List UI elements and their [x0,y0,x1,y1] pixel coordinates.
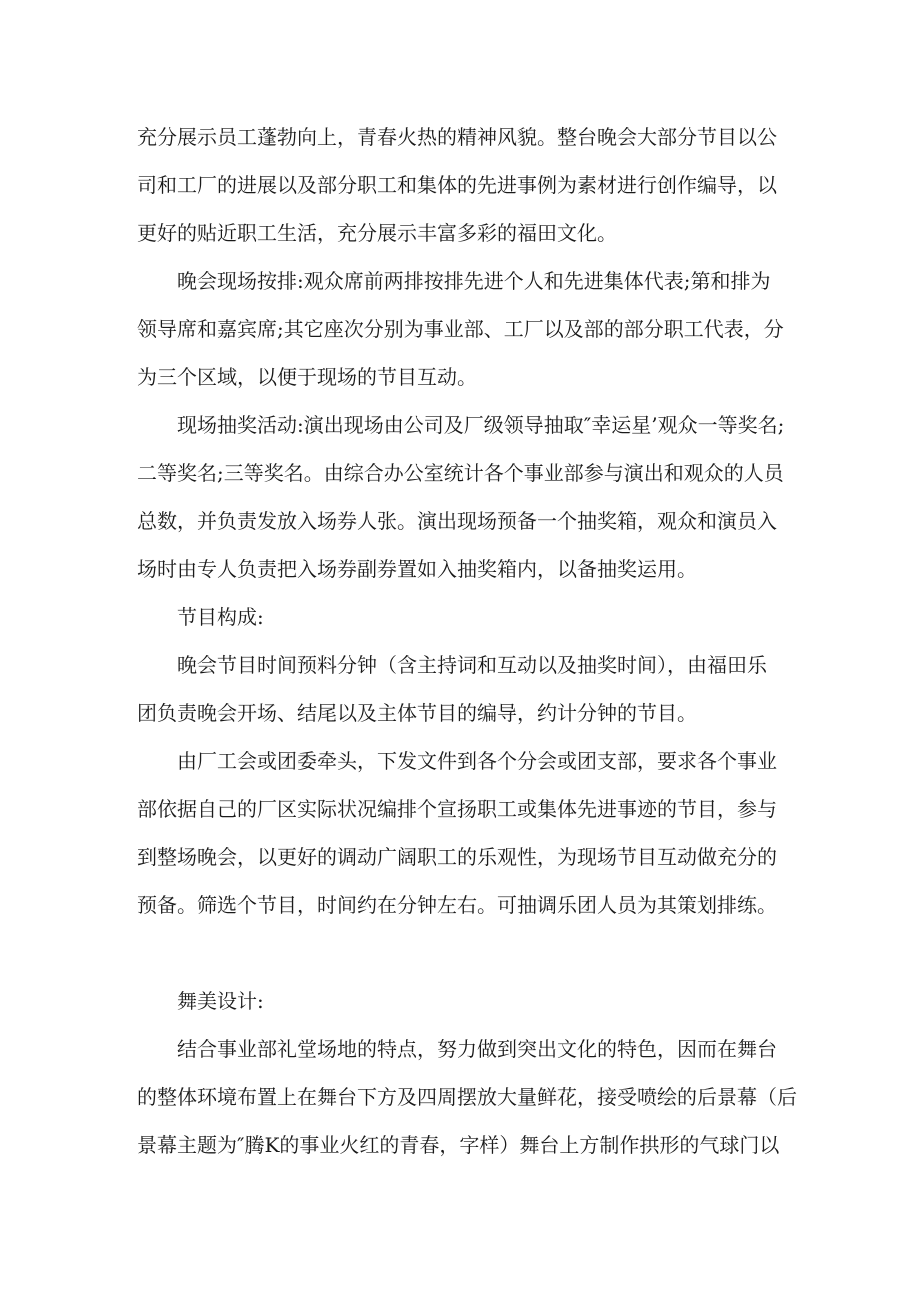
paragraph-line: 晚会节目时间预料分钟（含主持词和互动以及抽奖时间），由福田乐 [177,653,767,677]
paragraph-line: 二等奖名;三等奖名。由综合办公室统计各个事业部参与演出和观众的人员 [137,461,784,485]
paragraph-line: 预备。筛选个节目，时间约在分钟左右。可抽调乐团人员为其策划排练。 [137,893,777,917]
paragraph-line: 晚会现场按排:观众席前两排按排先进个人和先进集体代表;第和排为 [177,269,771,293]
section-heading-stage-design: 舞美设计: [177,989,264,1013]
paragraph-line: 总数，并负责发放入场券人张。演出现场预备一个抽奖箱，观众和演员入 [137,509,777,533]
paragraph-line: 景幕主题为″腾K的事业火红的青春，字样）舞台上方制作拱形的气球门以 [137,1133,780,1157]
section-heading-program: 节目构成: [177,605,264,629]
paragraph-line: 的整体环境布置上在舞台下方及四周摆放大量鲜花，接受喷绘的后景幕（后 [137,1085,797,1109]
paragraph-line: 结合事业部礼堂场地的特点，努力做到突出文化的特色，因而在舞台 [177,1037,777,1061]
paragraph-line: 现场抽奖活动:演出现场由公司及厂级领导抽取″幸运星’观众一等奖名; [177,413,785,437]
paragraph-line: 场时由专人负责把入场券副券置如入抽奖箱内，以备抽奖运用。 [137,557,697,581]
paragraph-line: 由厂工会或团委牵头，下发文件到各个分会或团支部，要求各个事业 [177,749,777,773]
paragraph-line: 为三个区域，以便于现场的节目互动。 [137,365,477,389]
paragraph-line: 司和工厂的进展以及部分职工和集体的先进事例为素材进行创作编导，以 [137,173,777,197]
paragraph-line: 团负责晚会开场、结尾以及主体节目的编导，约计分钟的节目。 [137,701,697,725]
paragraph-line: 更好的贴近职工生活，充分展示丰富多彩的福田文化。 [137,221,617,245]
paragraph-line: 充分展示员工蓬勃向上，青春火热的精神风貌。整台晚会大部分节目以公 [137,125,777,149]
paragraph-line: 部依据自己的厂区实际状况编排个宣扬职工或集体先进事迹的节目，参与 [137,797,777,821]
paragraph-line: 到整场晚会，以更好的调动广阔职工的乐观性，为现场节目互动做充分的 [137,845,777,869]
paragraph-line: 领导席和嘉宾席;其它座次分别为事业部、工厂以及部的部分职工代表，分 [137,317,784,341]
